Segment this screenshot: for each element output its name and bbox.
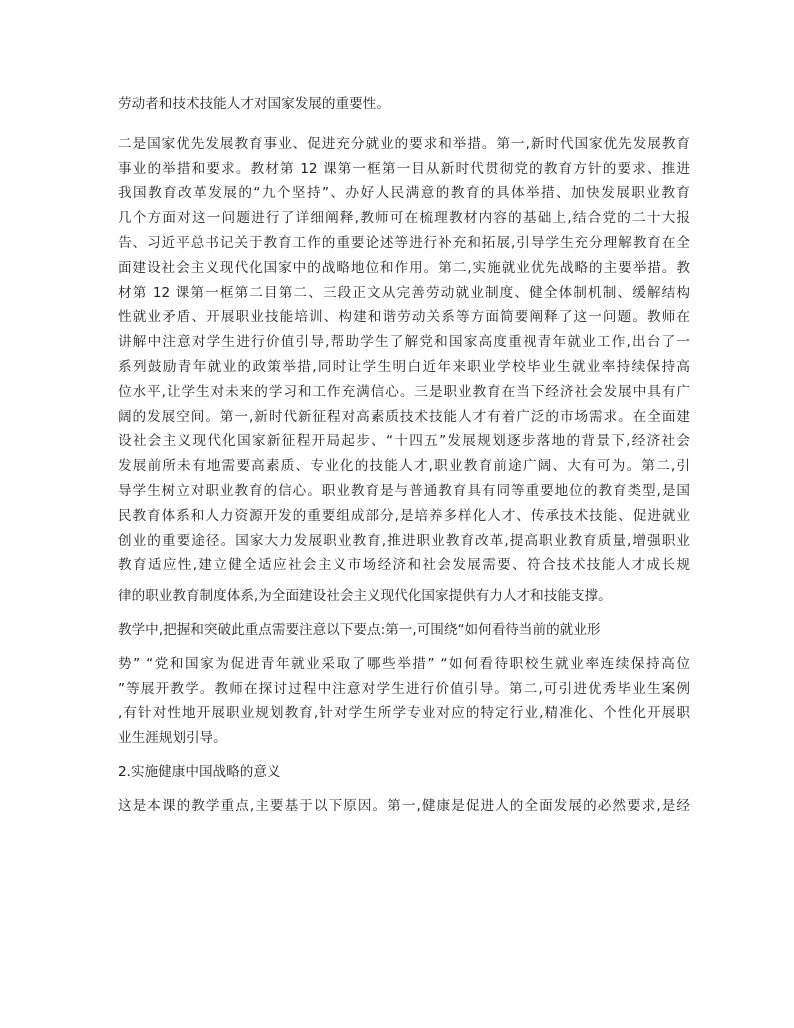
document-page bbox=[118, 92, 690, 819]
text-line: 律的职业教育制度体系,为全面建设社会主义现代化国家提供有力人才和技能支撑。 bbox=[118, 588, 612, 605]
text-line: 民教育体系和人力资源开发的重要组成部分,是培养多样化人才、传承技术技能、促进就业 bbox=[118, 507, 690, 524]
text-line: 告、习近平总书记关于教育工作的重要论述等进行补充和拓展,引导学生充分理解教育在全 bbox=[118, 234, 690, 251]
text-line: 势” “党和国家为促进青年就业采取了哪些举措” “如何看待职校生就业率连续保持高位 bbox=[118, 655, 690, 672]
text-line: ,有针对性地开展职业规划教育,针对学生所学专业对应的特定行业,精准化、个性化开展职 bbox=[118, 705, 690, 722]
text-line: 材第 12 课第一框第二目第二、三段正文从完善劳动就业制度、健全体制机制、缓解结构 bbox=[118, 284, 690, 301]
text-line: 讲解中注意对学生进行价值引导,帮助学生了解党和国家高度重视青年就业工作,出台了一 bbox=[118, 334, 690, 351]
text-line: 劳动者和技术技能人才对国家发展的重要性。 bbox=[118, 96, 390, 112]
text-line: 位水平,让学生对未来的学习和工作充满信心。三是职业教育在当下经济社会发展中具有广 bbox=[118, 383, 690, 400]
text-line: 二是国家优先发展教育事业、促进充分就业的要求和举措。第一,新时代国家优先发展教育 bbox=[118, 135, 690, 152]
text-line: 阔的发展空间。第一,新时代新征程对高素质技术技能人才有着广泛的市场需求。在全面建 bbox=[118, 408, 690, 425]
text-line: 发展前所未有地需要高素质、专业化的技能人才,职业教育前途广阔、大有可为。第二,引 bbox=[118, 458, 690, 475]
text-line: 创业的重要途径。国家大力发展职业教育,推进职业教育改革,提高职业教育质量,增强职业 bbox=[118, 532, 690, 549]
text-line: 这是本课的教学重点,主要基于以下原因。第一,健康是促进人的全面发展的必然要求,是经 bbox=[118, 797, 690, 814]
text-line: 性就业矛盾、开展职业技能培训、构建和谐劳动关系等方面简要阐释了这一问题。教师在 bbox=[118, 309, 690, 326]
text-line: 系列鼓励青年就业的政策举措,同时让学生明白近年来职业学校毕业生就业率持续保持高 bbox=[118, 358, 690, 375]
text-line: 我国教育改革发展的“九个坚持”、办好人民满意的教育的具体举措、加快发展职业教育 bbox=[118, 185, 690, 202]
text-line: 事业的举措和要求。教材第 12 课第一框第一目从新时代贯彻党的教育方针的要求、推进 bbox=[118, 160, 690, 177]
text-line: 教育适应性,建立健全适应社会主义市场经济和社会发展需要、符合技术技能人才成长规 bbox=[118, 557, 690, 574]
text-line: 业生涯规划引导。 bbox=[118, 730, 227, 747]
text-line: ”等展开教学。教师在探讨过程中注意对学生进行价值引导。第二,可引进优秀毕业生案例 bbox=[118, 680, 690, 697]
text-line: 教学中,把握和突破此重点需要注意以下要点:第一,可围绕“如何看待当前的就业形 bbox=[118, 621, 601, 638]
text-line: 设社会主义现代化国家新征程开局起步、“十四五”发展规划逐步落地的背景下,经济社会 bbox=[118, 433, 690, 450]
text-line: 导学生树立对职业教育的信心。职业教育是与普通教育具有同等重要地位的教育类型,是国 bbox=[118, 482, 690, 499]
text-line: 面建设社会主义现代化国家中的战略地位和作用。第二,实施就业优先战略的主要举措。教 bbox=[118, 259, 690, 276]
text-line: 几个方面对这一问题进行了详细阐释,教师可在梳理教材内容的基础上,结合党的二十大报 bbox=[118, 210, 690, 227]
section-heading: 2.实施健康中国战略的意义 bbox=[118, 763, 281, 780]
